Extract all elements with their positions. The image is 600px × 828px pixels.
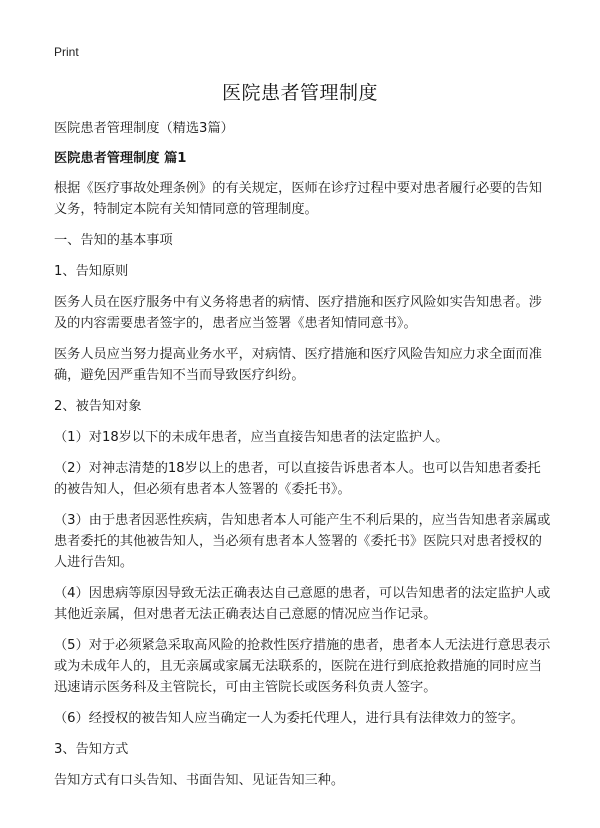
list-item-1: （1）对18岁以下的未成年患者，应当直接告知患者的法定监护人。 <box>54 430 449 445</box>
heading-informed-party: 2、被告知对象 <box>54 399 142 414</box>
paragraph-intro: 根据《医疗事故处理条例》的有关规定，医师在诊疗过程中要对患者履行必要的告知义务，特制定本院有关知情同意的管理制度。 <box>54 181 542 217</box>
section-heading: 医院患者管理制度 篇1 <box>54 151 187 166</box>
paragraph-method: 告知方式有口头告知、书面告知、见证告知三种。 <box>54 773 345 788</box>
heading-principle: 1、告知原则 <box>54 264 129 279</box>
heading-basic-items: 一、告知的基本事项 <box>54 233 173 248</box>
document-body <box>54 118 552 801</box>
list-item-2: （2）对神志清楚的18岁以上的患者，可以直接告诉患者本人。也可以告知患者委托的被告知人，但必须有患者本人签署的《委托书》。 <box>54 461 541 497</box>
document-subtitle: 医院患者管理制度（精选3篇） <box>54 121 234 136</box>
list-item-6: （6）经授权的被告知人应当确定一人为委托代理人，进行具有法律效力的签字。 <box>54 711 524 726</box>
paragraph-principle-2: 医务人员应当努力提高业务水平，对病情、医疗措施和医疗风险告知应力求全面而准确，避免因严重告知不当而导致医疗纠纷。 <box>54 347 542 383</box>
print-label: Print <box>54 45 79 59</box>
list-item-4: （4）因患病等原因导致无法正确表达自己意愿的患者，可以告知患者的法定监护人或其他近亲属，但对患者无法正确表达自己意愿的情况应当作记录。 <box>54 586 551 622</box>
list-item-5: （5）对于必须紧急采取高风险的抢救性医疗措施的患者，患者本人无法进行意思表示或为未成年人的，且无亲属或家属无法联系的，医院在进行到底抢救措施的同时应当迅速请示医务科及主管院长，可由主管院长或医务科负责人签字。 <box>54 638 551 695</box>
document-title: 医院患者管理制度 <box>221 82 378 104</box>
heading-method: 3、告知方式 <box>54 742 129 757</box>
paragraph-principle-1: 医务人员在医疗服务中有义务将患者的病情、医疗措施和医疗风险如实告知患者。涉及的内容需要患者签字的，患者应当签署《患者知情同意书》。 <box>54 295 542 331</box>
list-item-3: （3）由于患者因恶性疾病，告知患者本人可能产生不利后果的，应当告知患者亲属或患者委托的其他被告知人，当必须有患者本人签署的《委托书》医院只对患者授权的人进行告知。 <box>54 513 551 570</box>
